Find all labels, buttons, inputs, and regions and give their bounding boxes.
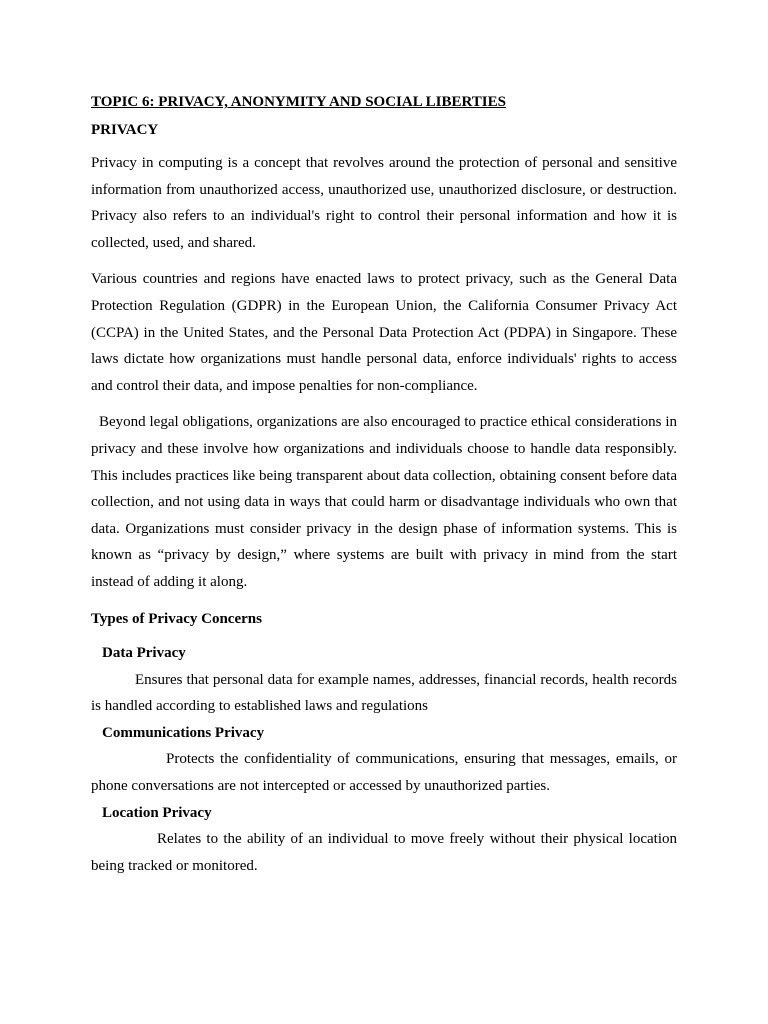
type-description: Protects the confidentiality of communications, ensuring that messages, emails, or phone conversations are not intercepted or accessed by unauthorized parties. [91,751,677,795]
page-title: TOPIC 6: PRIVACY, ANONYMITY AND SOCIAL LIBERTIES [91,94,506,110]
type-location-privacy [91,800,677,880]
section-heading-privacy: PRIVACY [91,122,159,138]
type-description: Ensures that personal data for example names, addresses, financial records, health records is handled according to established laws and regulations [91,671,677,715]
type-data-privacy [91,640,677,720]
paragraph-privacy-definition: Privacy in computing is a concept that revolves around the protection of personal and sensitive information from unauthorized access, unauthorized use, unauthorized disclosure, or destruction. Privacy also refers to an individual's right to control their personal information and how it is collected, used, and shared. [91,155,677,251]
type-heading: Communications Privacy [102,724,265,741]
paragraph-privacy-laws: Various countries and regions have enacted laws to protect privacy, such as the General Data Protection Regulation (GDPR) in the European Union, the California Consumer Privacy Act (CCPA) in the United States, and the Personal Data Protection Act (PDPA) in Singapore. These laws dictate how organizations must handle personal data, enforce individuals' rights to access and control their data, and impose penalties for non-compliance. [91,271,677,394]
type-description: Relates to the ability of an individual to move freely without their physical location being tracked or monitored. [91,831,677,874]
paragraph-privacy-ethics: Beyond legal obligations, organizations are also encouraged to practice ethical considerations in privacy and these involve how organizations and individuals choose to handle data responsibly. This includes practices like being transparent about data collection, obtaining consent before data collection, and not using data in ways that could harm or disadvantage individuals who own that data. Organizations must consider privacy in the design phase of information systems. This is known as “privacy by design,” where systems are built with privacy in mind from the start instead of adding it along. [91,414,677,590]
section-heading-types: Types of Privacy Concerns [91,610,262,627]
document-page [91,92,677,879]
type-communications-privacy [91,720,677,800]
type-heading: Location Privacy [102,804,212,821]
type-heading: Data Privacy [102,645,186,662]
